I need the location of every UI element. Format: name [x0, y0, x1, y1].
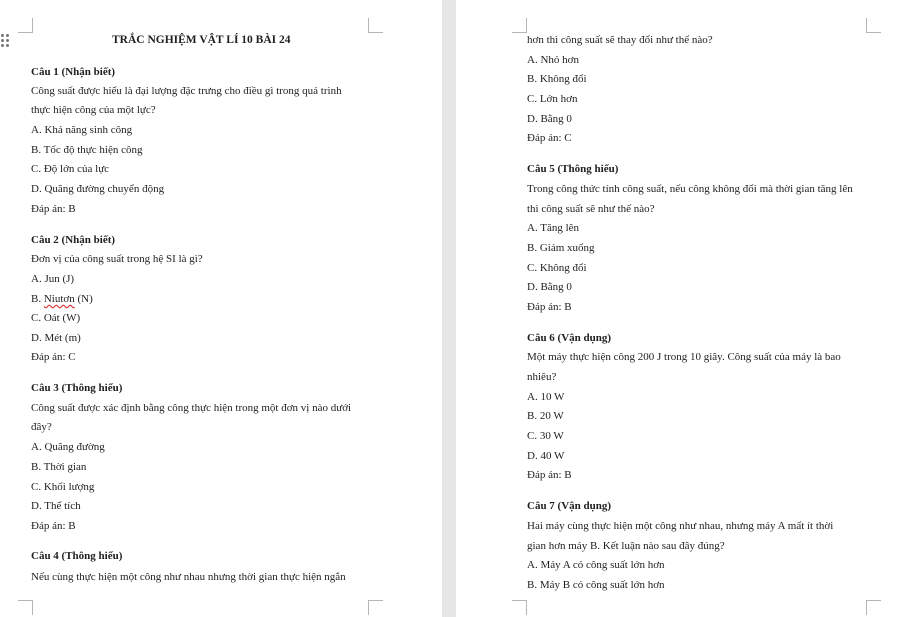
question-1-answer: Đáp án: B — [31, 203, 76, 215]
question-2-option-d: D. Mét (m) — [31, 332, 81, 344]
question-1-text: Công suất được hiểu là đại lượng đặc trưng cho điều gì trong quá trình — [31, 85, 342, 97]
margin-corner-bottom-left — [512, 600, 527, 615]
question-7-option-b: B. Máy B có công suất lớn hơn — [527, 579, 665, 591]
margin-corner-bottom-left — [18, 600, 33, 615]
document-title: TRẮC NGHIỆM VẬT LÍ 10 BÀI 24 — [112, 34, 291, 46]
option-letter: B. — [31, 293, 42, 305]
question-3-option-a: A. Quãng đường — [31, 441, 105, 453]
question-5-option-d: D. Bằng 0 — [527, 281, 572, 293]
margin-corner-top-left — [18, 18, 33, 33]
question-4-option-c: C. Lớn hơn — [527, 93, 578, 105]
question-6-heading: Câu 6 (Vận dụng) — [527, 332, 612, 344]
document-page-left — [0, 0, 442, 617]
question-4-answer: Đáp án: C — [527, 132, 572, 144]
question-1-option-d: D. Quãng đường chuyển động — [31, 183, 165, 195]
question-3-text: đây? — [31, 421, 52, 433]
margin-corner-top-right — [368, 18, 383, 33]
question-3-answer: Đáp án: B — [31, 520, 76, 532]
question-3-heading: Câu 3 (Thông hiểu) — [31, 382, 123, 394]
question-6-text: nhiêu? — [527, 371, 557, 383]
question-1-option-a: A. Khả năng sinh công — [31, 124, 133, 136]
question-1-heading: Câu 1 (Nhận biết) — [31, 66, 116, 78]
question-6-text: Một máy thực hiện công 200 J trong 10 giây. Công suất của máy là bao — [527, 351, 841, 363]
question-6-option-a: A. 10 W — [527, 391, 565, 403]
question-6-option-b: B. 20 W — [527, 410, 564, 422]
question-5-text: Trong công thức tính công suất, nếu công không đổi mà thời gian tăng lên — [527, 183, 853, 195]
question-5-answer: Đáp án: B — [527, 301, 572, 313]
question-2-heading: Câu 2 (Nhận biết) — [31, 234, 116, 246]
question-4-option-b: B. Không đổi — [527, 73, 587, 85]
question-7-text: Hai máy cùng thực hiện một công như nhau, nhưng máy A mất ít thời — [527, 520, 834, 532]
question-4-text: hơn thì công suất sẽ thay đổi như thế nào? — [527, 34, 713, 46]
question-3-text: Công suất được xác định bằng công thực hiện trong một đơn vị nào dưới — [31, 402, 352, 414]
option-unit: (N) — [77, 293, 93, 305]
question-6-option-c: C. 30 W — [527, 430, 564, 442]
question-3-option-c: C. Khối lượng — [31, 481, 95, 493]
margin-corner-bottom-right — [368, 600, 383, 615]
question-6-answer: Đáp án: B — [527, 469, 572, 481]
question-4-option-d: D. Bằng 0 — [527, 113, 572, 125]
question-5-option-b: B. Giảm xuống — [527, 242, 595, 254]
question-2-option-c: C. Oát (W) — [31, 312, 81, 324]
question-5-heading: Câu 5 (Thông hiểu) — [527, 163, 619, 175]
margin-corner-top-left — [512, 18, 527, 33]
margin-corner-bottom-right — [866, 600, 881, 615]
question-7-heading: Câu 7 (Vận dụng) — [527, 500, 612, 512]
question-7-text: gian hơn máy B. Kết luận nào sau đây đúng? — [527, 540, 725, 552]
question-6-option-d: D. 40 W — [527, 450, 565, 462]
question-2-option-a: A. Jun (J) — [31, 273, 75, 285]
question-2-text: Đơn vị của công suất trong hệ SI là gì? — [31, 253, 203, 265]
question-5-text: thì công suất sẽ như thế nào? — [527, 203, 655, 215]
question-2-option-b — [31, 292, 93, 306]
question-4-heading: Câu 4 (Thông hiểu) — [31, 550, 123, 562]
question-7-option-a: A. Máy A có công suất lớn hơn — [527, 559, 665, 571]
misspelled-word[interactable]: Niutơn — [43, 293, 75, 305]
table-move-handle[interactable] — [1, 34, 11, 48]
page-gap — [442, 0, 456, 617]
question-3-option-b: B. Thời gian — [31, 461, 87, 473]
question-5-option-c: C. Không đổi — [527, 262, 587, 274]
question-1-option-b: B. Tốc độ thực hiện công — [31, 144, 143, 156]
margin-corner-top-right — [866, 18, 881, 33]
question-4-option-a: A. Nhỏ hơn — [527, 54, 579, 66]
question-5-option-a: A. Tăng lên — [527, 222, 580, 234]
document-page-right — [456, 0, 914, 617]
question-2-answer: Đáp án: C — [31, 351, 76, 363]
question-3-option-d: D. Thể tích — [31, 500, 81, 512]
question-1-text: thực hiện công của một lực? — [31, 104, 156, 116]
question-1-option-c: C. Độ lớn của lực — [31, 163, 110, 175]
question-4-text: Nếu cùng thực hiện một công như nhau nhưng thời gian thực hiện ngắn — [31, 571, 346, 583]
